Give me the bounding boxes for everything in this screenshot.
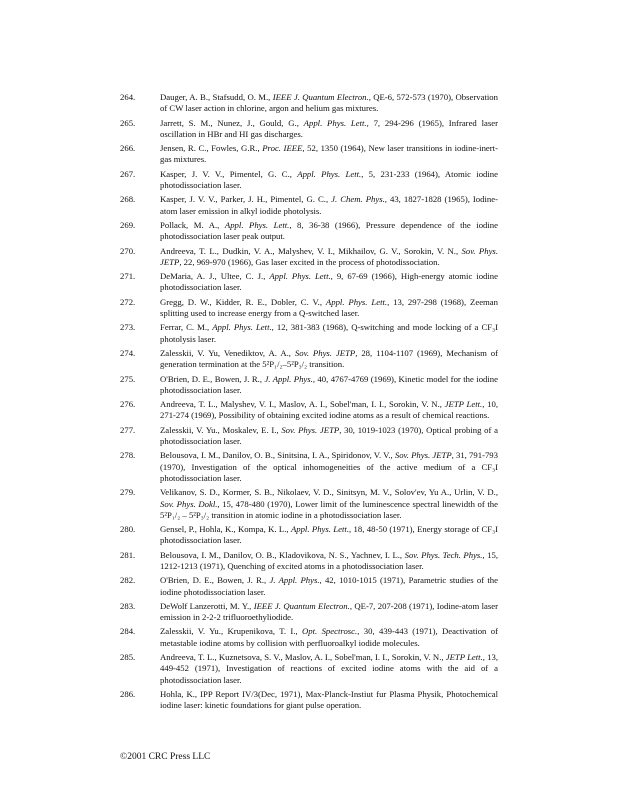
reference-number: 278. [120, 450, 136, 461]
reference-item [0, 575, 617, 598]
reference-item [0, 374, 617, 397]
reference-journal: Appl. Phys. Lett. [297, 168, 362, 179]
reference-details: , 31, 791-793 (1970), Investigation of the optical inhomogeneities of the active medium of a CF₃I photodissociation laser. [160, 450, 498, 483]
reference-journal: Sov. Phys. Dokl. [160, 498, 218, 509]
reference-authors: Andreeva, T. L., Malyshev, V. I., Maslov, A. I., Sobel'man, I. I., Sorokin, V. N., [160, 399, 445, 410]
reference-journal: Appl. Phys. Lett. [325, 296, 388, 307]
reference-item [0, 652, 617, 686]
reference-authors: Kasper, J. V. V., Parker, J. H., Pimentel, G. C., [160, 194, 332, 205]
reference-authors: Ferrar, C. M., [160, 322, 213, 333]
reference-number: 267. [120, 168, 136, 179]
reference-text [160, 271, 498, 294]
reference-authors: Zalesskii, V. Yu, Venediktov, A. A., [160, 347, 295, 358]
reference-authors: Andreeva, T. L., Kuznetsova, S. V., Maslov, A. I., Sobel'man, I. I., Sorokin, V. N., [160, 652, 446, 663]
reference-journal: J. Appl. Phys. [264, 373, 313, 384]
reference-authors: Dauger, A. B., Stafsudd, O. M., [160, 92, 273, 102]
reference-item [0, 626, 617, 649]
reference-item [0, 601, 617, 624]
reference-journal: Appl. Phys. Lett. [290, 524, 349, 535]
reference-item [0, 425, 617, 448]
reference-journal: Appl. Phys. Lett. [303, 117, 367, 128]
reference-journal: IEEE J. Quantum Electron. [272, 92, 369, 102]
reference-authors: Gregg, D. W., Kidder, R. E., Dobler, C. V., [160, 296, 326, 307]
reference-number: 265. [120, 117, 136, 128]
reference-number: 277. [120, 424, 136, 435]
reference-item [0, 689, 617, 712]
reference-text [160, 652, 498, 686]
reference-number: 272. [120, 296, 136, 307]
reference-text [160, 689, 498, 712]
reference-item [0, 92, 617, 115]
reference-number: 285. [120, 652, 136, 663]
reference-journal: Appl. Phys. Lett. [224, 219, 290, 230]
reference-authors: Zalesskii, V. Yu., Moskalev, E. I., [160, 424, 282, 435]
reference-text [160, 220, 498, 243]
reference-authors: Hohla, K., IPP Report IV/3(Dec, 1971), Max-Planck-Instiut fur Plasma Physik, Photochemical iodine laser: kinetic foundations for giant pulse operation. [160, 688, 498, 711]
reference-journal: Proc. IEEE, [262, 143, 305, 154]
reference-text [160, 487, 498, 521]
reference-list [0, 92, 617, 715]
reference-details: , 13, 297-298 (1968), Zeeman splitting used to increase energy from a Q-switched laser. [160, 296, 499, 319]
reference-authors: Gensel, P., Hohla, K., Kompa, K. L., [160, 524, 291, 535]
reference-number: 279. [120, 487, 136, 498]
reference-journal: J. Chem. Phys. [331, 194, 385, 205]
reference-authors: Belousova, I. M., Danilov, O. B., Sinitsina, I. A., Spiridonov, V. V., [160, 450, 395, 461]
reference-authors: Pollack, M. A., [160, 219, 225, 230]
reference-item [0, 322, 617, 345]
reference-text [160, 399, 498, 422]
reference-details: , 10, 271-274 (1969), Possibility of obtaining excited iodine atoms as a result of chemical reactions. [160, 399, 498, 421]
reference-number: 276. [120, 399, 136, 410]
reference-journal: Sov. Phys. Tech. Phys. [404, 549, 483, 560]
reference-details: , 9, 67-69 (1966), High-energy atomic iodine photodissociation laser. [160, 271, 499, 293]
reference-number: 280. [120, 524, 136, 535]
reference-details: , 18, 48-50 (1971), Energy storage of CF₃I photodissociation laser. [160, 524, 498, 546]
reference-authors: DeMaria, A. J., Ultee, C. J., [160, 271, 270, 282]
reference-authors: Jarrett, S. M., Nunez, J., Gould, G., [160, 117, 304, 128]
reference-text [160, 92, 498, 115]
reference-journal: Sov. Phys. JETP [160, 245, 498, 267]
reference-number: 286. [120, 688, 136, 699]
reference-details: , 13, 449-452 (1971), Investigation of reactions of excited iodine atoms with the aid of a photodissociation laser. [160, 652, 499, 685]
reference-number: 271. [120, 271, 136, 282]
reference-item [0, 348, 617, 371]
reference-text [160, 297, 498, 320]
reference-item [0, 246, 617, 269]
reference-journal: Sov. Phys. JETP [294, 347, 356, 358]
reference-authors: O'Brien, D. E., Bowen, J. R., [160, 373, 265, 384]
reference-authors: Zalesskii, V. Yu., Krupenikova, T. I., [160, 626, 303, 637]
reference-item [0, 399, 617, 422]
reference-number: 283. [120, 600, 136, 611]
reference-details: , 43, 1827-1828 (1965), Iodine-atom laser emission in alkyl iodide photolysis. [160, 194, 499, 216]
reference-details: , 15, 478-480 (1970), Lower limit of the luminescence spectral linewidth of the 5²P₁/₂ – 5²P₃/₂ transition in atomic iodine in a photodissociation laser. [160, 498, 498, 520]
reference-journal: JETP Lett. [445, 652, 483, 663]
reference-details: , QE-7, 207-208 (1971), Iodine-atom laser emission in 2-2-2 trifluoroethyliodide. [160, 600, 498, 623]
reference-authors: Velikanov, S. D., Kormer, S. B., Nikolaev, V. D., Sinitsyn, M. V., Solov'ev, Yu A., Urlin, V. D., [160, 487, 498, 498]
reference-details: , 7, 294-296 (1965), Infrared laser oscillation in HBr and HI gas discharges. [160, 117, 498, 139]
reference-authors: O'Brien, D. E., Bowen, J. R., [160, 575, 270, 586]
reference-text [160, 322, 498, 345]
reference-text [160, 550, 498, 573]
reference-journal: Sov. Phys. JETP [394, 450, 452, 461]
reference-text [160, 246, 498, 269]
reference-number: 284. [120, 626, 136, 637]
reference-item [0, 487, 617, 521]
reference-details: , 22, 969-970 (1966), Gas laser excited in the process of photodissociation. [179, 256, 440, 267]
reference-journal: IEEE J. Quantum Electron. [253, 600, 350, 611]
reference-number: 275. [120, 373, 136, 384]
reference-text [160, 575, 498, 598]
reference-item [0, 118, 617, 141]
reference-text [160, 118, 498, 141]
reference-journal: Appl. Phys. Lett. [212, 322, 272, 333]
reference-details: , 8, 36-38 (1966), Pressure dependence of the iodine photodissociation laser peak output. [160, 219, 498, 242]
reference-number: 270. [120, 245, 136, 256]
reference-number: 282. [120, 575, 136, 586]
reference-text [160, 524, 498, 547]
reference-item [0, 169, 617, 192]
reference-number: 281. [120, 549, 136, 560]
reference-journal: JETP Lett. [444, 399, 483, 410]
reference-journal: Opt. Spectrosc. [302, 626, 358, 637]
reference-details: , QE-6, 572-573 (1970), Observation of CW laser action in chlorine, argon and helium gas mixtures. [160, 92, 498, 114]
reference-number: 268. [120, 194, 136, 205]
reference-text [160, 425, 498, 448]
reference-authors: Belousova, I. M., Danilov, O. B., Kladovikova, N. S., Yachnev, I. L., [160, 549, 405, 560]
reference-text [160, 374, 498, 397]
reference-details: , 30, 439-443 (1971), Deactivation of metastable iodine atoms by collision with perfluoroalkyl iodide molecules. [160, 626, 498, 648]
reference-number: 269. [120, 219, 136, 230]
reference-item [0, 550, 617, 573]
reference-details: , 12, 381-383 (1968), Q-switching and mode locking of a CF₃I photolysis laser. [160, 322, 498, 344]
reference-authors: Jensen, R. C., Fowles, G.R., [160, 143, 263, 154]
reference-details: , 15, 1212-1213 (1971), Quenching of excited atoms in a photodissociation laser. [160, 549, 498, 571]
copyright-footer: ©2001 CRC Press LLC [120, 752, 211, 762]
reference-item [0, 450, 617, 484]
reference-item [0, 143, 617, 166]
reference-text [160, 348, 498, 371]
reference-authors: Andreeva, T. L., Dudkin, V. A., Malyshev, V. I., Mikhailov, G. V., Sorokin, V. N., [160, 245, 462, 256]
reference-details: , 30, 1019-1023 (1970), Optical probing of a photodissociation laser. [160, 424, 498, 447]
reference-text [160, 450, 498, 484]
reference-item [0, 524, 617, 547]
reference-item [0, 194, 617, 217]
reference-number: 264. [120, 92, 136, 102]
reference-item [0, 220, 617, 243]
reference-item [0, 297, 617, 320]
reference-details: 52, 1350 (1964), New laser transitions in iodine-inert-gas mixtures. [160, 143, 498, 165]
reference-item [0, 271, 617, 294]
reference-number: 266. [120, 143, 136, 154]
reference-number: 274. [120, 347, 136, 358]
reference-authors: Kasper, J. V. V., Pimentel, G. C., [160, 168, 298, 179]
reference-journal: Sov. Phys. JETP [281, 424, 340, 435]
reference-text [160, 601, 498, 624]
reference-text [160, 194, 498, 217]
reference-journal: Appl. Phys. Lett. [269, 271, 331, 282]
reference-number: 273. [120, 322, 136, 333]
reference-authors: DeWolf Lanzerotti, M. Y., [160, 600, 254, 611]
reference-text [160, 143, 498, 166]
reference-text [160, 169, 498, 192]
reference-journal: J. Appl. Phys. [269, 575, 320, 586]
reference-text [160, 626, 498, 649]
reference-details: , 40, 4767-4769 (1969), Kinetic model for the iodine photodissociation laser. [160, 373, 498, 395]
reference-details: , 28, 1104-1107 (1969), Mechanism of generation termination at the 5²P₁/₂–5²P₃/₂ transition. [160, 347, 499, 370]
reference-details: , 42, 1010-1015 (1971), Parametric studies of the iodine photodissociation laser. [160, 575, 498, 597]
reference-details: , 5, 231-233 (1964), Atomic iodine photodissociation laser. [160, 168, 498, 191]
